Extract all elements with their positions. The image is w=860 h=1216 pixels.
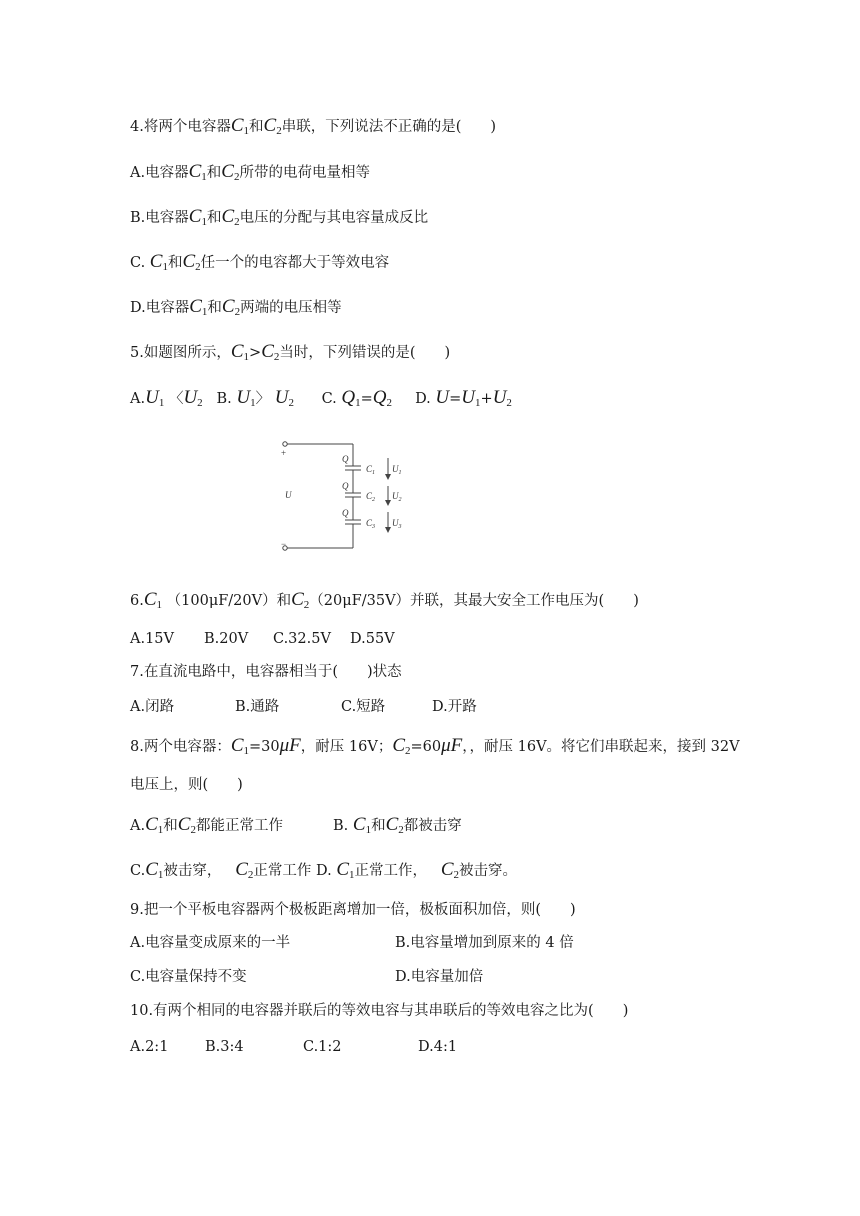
q4-option-d: D.电容器$C_1$和$C_2$两端的电压相等 bbox=[130, 296, 342, 318]
svg-text:C1: $C_1$ bbox=[366, 464, 376, 476]
q4-stem: 4.将两个电容器$C_1$和$C_2$串联，下列说法不正确的是( ) bbox=[130, 115, 497, 137]
svg-text:U1: $U_1$ bbox=[392, 464, 402, 476]
q7-stem: 7.在直流电路中，电容器相当于( )状态 bbox=[130, 664, 402, 680]
top-terminal bbox=[283, 442, 287, 446]
q8-stem-continued: 电压上，则( ) bbox=[130, 777, 243, 793]
c1-symbol: $C_1$ bbox=[230, 115, 250, 137]
q5-options: $A.U_1$ 〈$U_2$ B. $U_1$〉 $U_2$ C. $Q_1=Q_2$ D. $U=U_1+U_2$ bbox=[130, 387, 512, 409]
q6-stem: $6.C_1$ （100μF/20V）和$C_2(20\mu F/35V)$并联，其最大安全工作电压为( ) bbox=[130, 589, 639, 611]
svg-text:U3: $U_3$ bbox=[392, 518, 402, 530]
q8-options-ab: $A.C_1$和$C_2$都能正常工作 B. $C_1$和$C_2$都被击穿 bbox=[130, 814, 462, 836]
svg-text:U2: $U_2$ bbox=[392, 491, 402, 503]
q4-option-b: B.电容器$C_1$和$C_2$电压的分配与其电容量成反比 bbox=[130, 206, 429, 228]
svg-text:Q: Q bbox=[342, 508, 349, 518]
svg-text:C2: $C_2$ bbox=[366, 491, 376, 503]
q5-stem: 5.如题图所示，$C_1>C_2$当时，下列错误的是( ) bbox=[130, 341, 451, 363]
q4-option-c: C. $C_1$和$C_2$任一个的电容都大于等效电容 bbox=[130, 251, 390, 273]
q8-options-cd: $C.C_1$被击穿， $C_2$正常工作 D. $C_1$正常工作， $C_2$被击穿。 bbox=[130, 859, 518, 881]
circuit-diagram bbox=[278, 436, 418, 556]
c2-symbol: $C_2$ bbox=[263, 115, 282, 137]
q4-option-a: A.电容器$C_1$和$C_2$所带的电荷电量相等 bbox=[130, 161, 370, 183]
svg-text:U: U bbox=[285, 490, 292, 500]
q8-stem: 8.两个电容器：$C_1=30\mu F$，耐压 16V；$C_2=60\mu F$，，耐压 16V。将它们串联起来，接到 32V bbox=[130, 735, 740, 757]
svg-text:C3: $C_3$ bbox=[366, 518, 376, 530]
svg-text:−: − bbox=[281, 539, 287, 549]
q9-stem: 9.把一个平板电容器两个极板距离增加一倍，极板面积加倍，则( ) bbox=[130, 902, 576, 918]
svg-text:+: + bbox=[281, 448, 287, 458]
svg-text:Q: Q bbox=[342, 481, 349, 491]
q10-stem: 10.有两个相同的电容器并联后的等效电容与其串联后的等效电容之比为( ) bbox=[130, 1003, 629, 1019]
svg-text:Q: Q bbox=[342, 454, 349, 464]
